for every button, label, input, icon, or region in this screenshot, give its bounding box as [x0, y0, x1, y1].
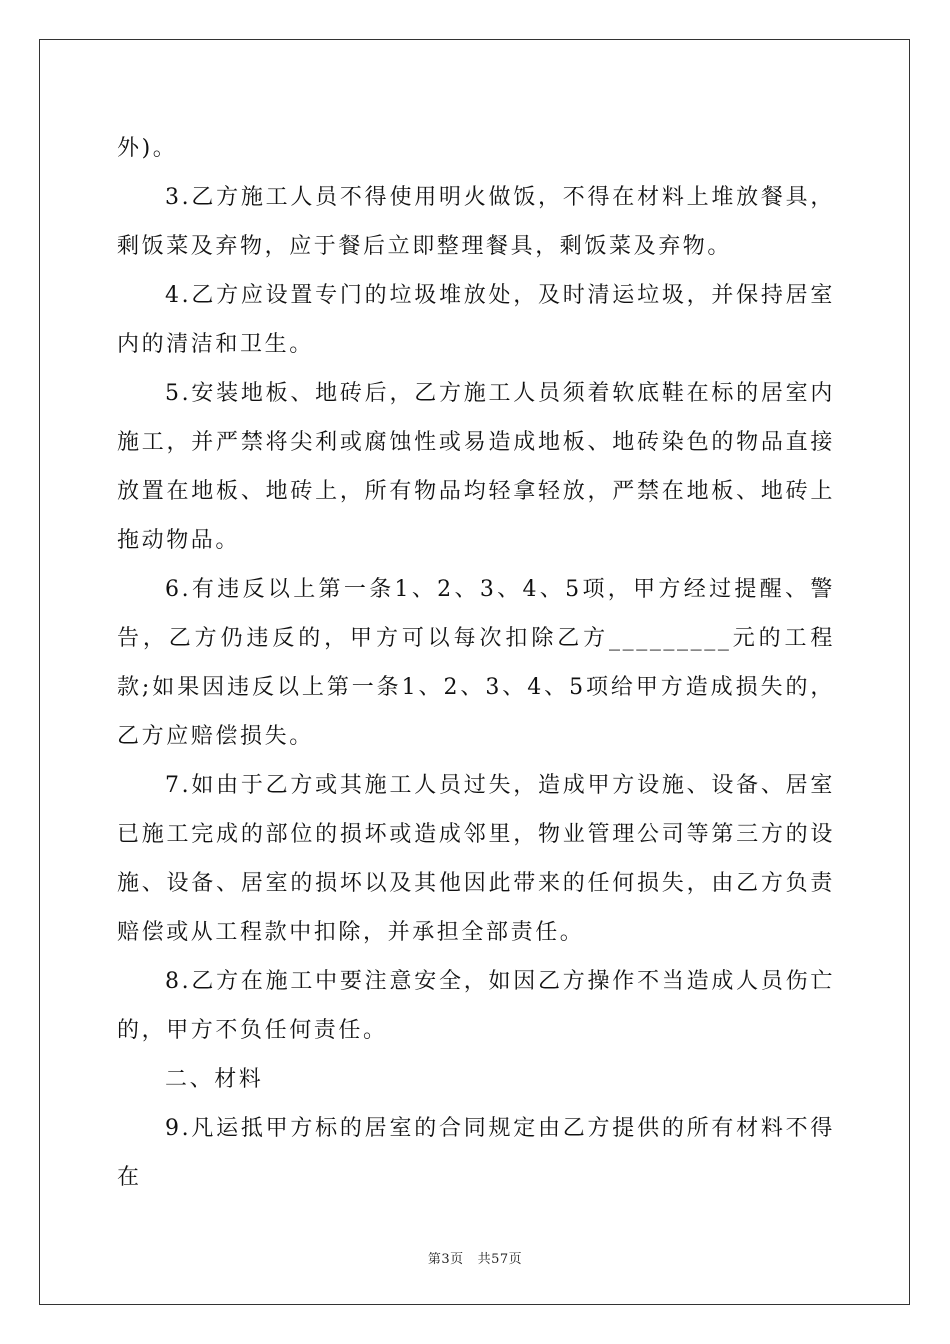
page-total: 共57页	[477, 1252, 523, 1267]
paragraph-clause-9: 9.凡运抵甲方标的居室的合同规定由乙方提供的所有材料不得在	[117, 1116, 835, 1190]
paragraph-clause-8: 8.乙方在施工中要注意安全，如因乙方操作不当造成人员伤亡的，甲方不负任何责任。	[117, 969, 835, 1043]
paragraph-clause-4: 4.乙方应设置专门的垃圾堆放处，及时清运垃圾，并保持居室内的清洁和卫生。	[117, 283, 835, 357]
section-heading-materials: 二、材料	[165, 1067, 264, 1092]
page-footer	[0, 1248, 950, 1267]
paragraph-clause-7: 7.如由于乙方或其施工人员过失，造成甲方设施、设备、居室已施工完成的部位的损坏或造成邻里，物业管理公司等第三方的设施、设备、居室的损坏以及其他因此带来的任何损失，由乙方负责赔偿或从工程款中扣除，并承担全部责任。	[117, 773, 835, 945]
paragraph-clause-3: 3.乙方施工人员不得使用明火做饭，不得在材料上堆放餐具，剩饭菜及弃物，应于餐后立即整理餐具，剩饭菜及弃物。	[117, 185, 835, 259]
paragraph-clause-5: 5.安装地板、地砖后，乙方施工人员须着软底鞋在标的居室内施工，并严禁将尖利或腐蚀性或易造成地板、地砖染色的物品直接放置在地板、地砖上，所有物品均轻拿轻放，严禁在地板、地砖上拖动物品。	[117, 381, 835, 553]
page-number: 第3页	[427, 1252, 464, 1267]
paragraph-continuation: 外)。	[117, 136, 178, 161]
paragraph-clause-6: 6.有违反以上第一条1、2、3、4、5项，甲方经过提醒、警告，乙方仍违反的，甲方可以每次扣除乙方_________元的工程款;如果因违反以上第一条1、2、3、4、5项给甲方造成损失的，乙方应赔偿损失。	[117, 577, 835, 749]
document-body	[117, 124, 835, 1202]
